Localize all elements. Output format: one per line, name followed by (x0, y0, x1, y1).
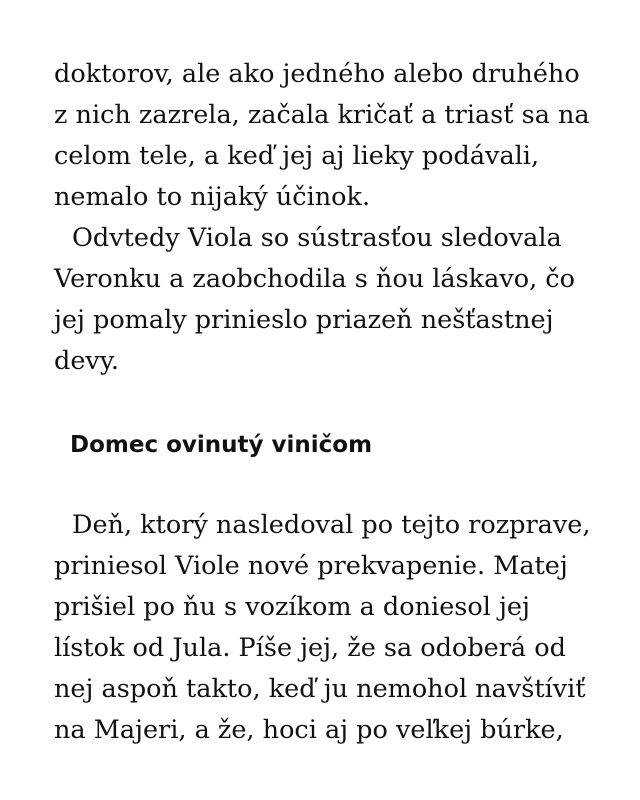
text-line: Veronku a zaobchodila s ňou láskavo, čo (54, 264, 575, 294)
text-line: jej pomaly prinieslo priazeň nešťastnej (54, 305, 554, 335)
text-line: z nich zazrela, začala kričať a triasť sa na (54, 100, 590, 130)
paragraph-1 (54, 54, 634, 218)
text-line: na Majeri, a že, hoci aj po veľkej búrke, (54, 715, 564, 745)
text-line: celom tele, a keď jej aj lieky podávali, (54, 141, 540, 171)
text-line: lístok od Jula. Píše jej, že sa odoberá od (54, 633, 566, 663)
text-line: Deň, ktorý nasledoval po tejto rozprave, (72, 510, 591, 540)
text-line: priniesol Viole nové prekvapenie. Matej (54, 551, 568, 581)
paragraph-2 (54, 218, 634, 382)
text-line: doktorov, ale ako jedného alebo druhého (54, 59, 580, 89)
chapter-heading: Domec ovinutý viničom (70, 432, 373, 458)
text-line: prišiel po ňu s vozíkom a doniesol jej (54, 592, 530, 622)
text-line: nemalo to nijaký účinok. (54, 182, 371, 212)
text-line: Odvtedy Viola so sústrasťou sledovala (72, 223, 562, 253)
text-line: devy. (54, 346, 119, 376)
paragraph-3 (54, 505, 634, 751)
text-line: nej aspoň takto, keď ju nemohol navštíviť (54, 674, 586, 704)
